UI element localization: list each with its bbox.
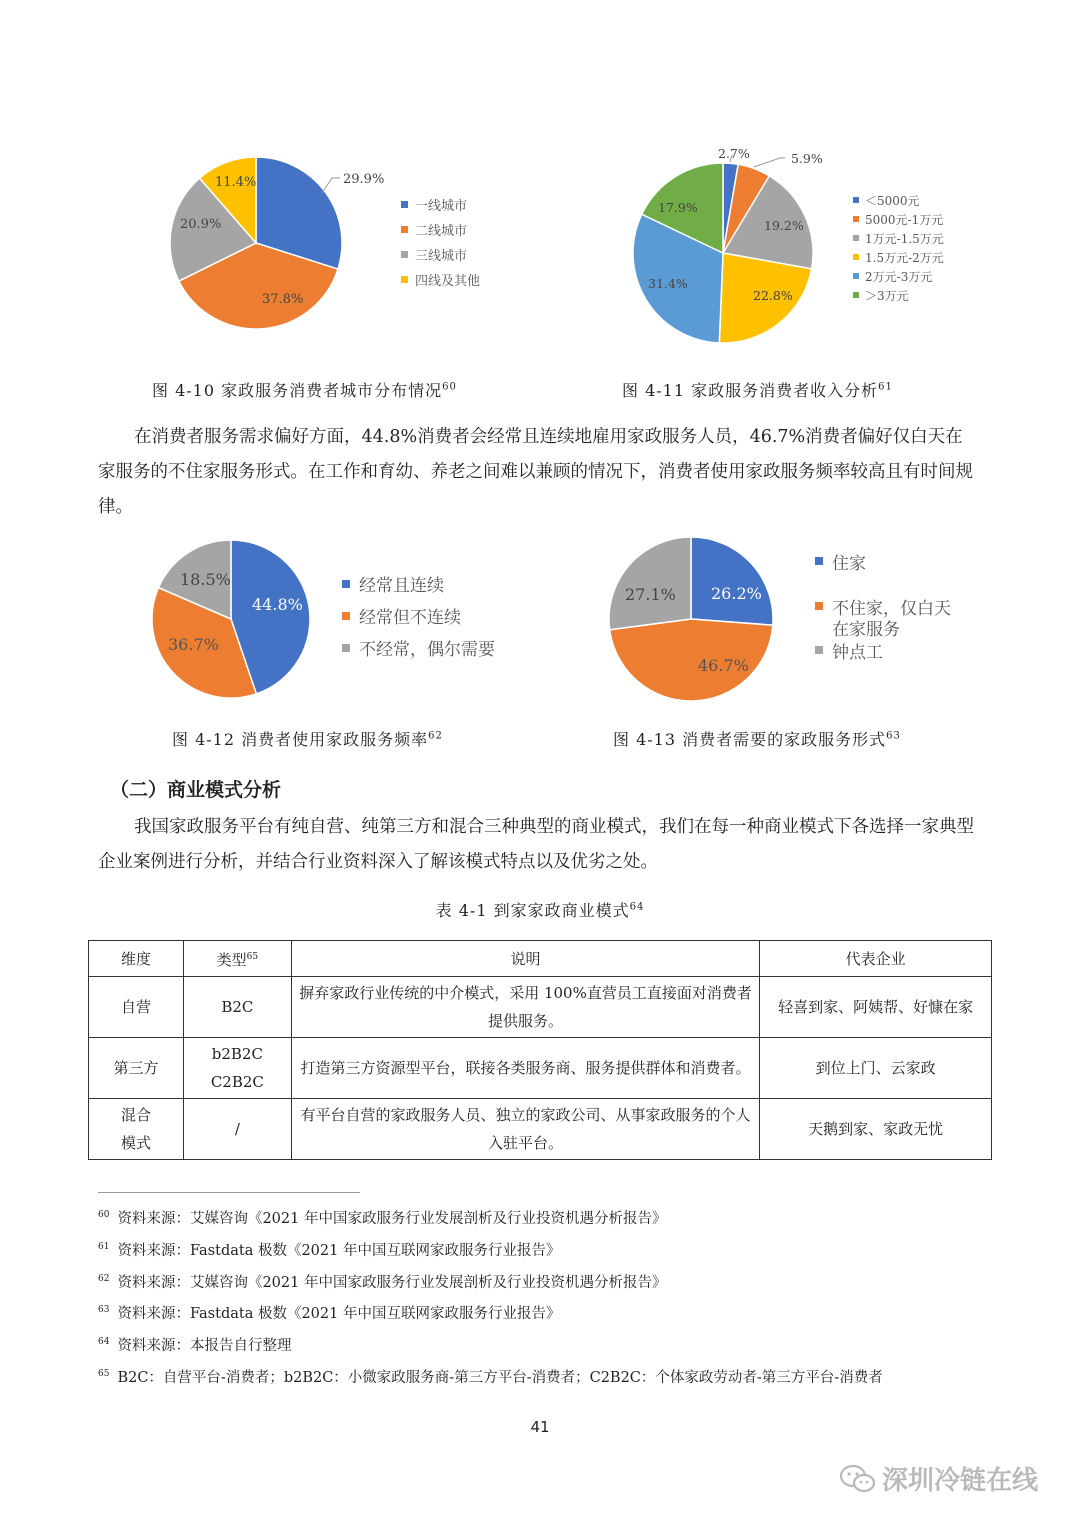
- data-label: 29.9%: [343, 172, 385, 187]
- header-cell: 说明: [291, 941, 759, 977]
- caption-text: 图 4-13 消费者需要的家政服务形式: [613, 730, 887, 749]
- data-label: 22.8%: [753, 288, 793, 303]
- legend-label: 2万元-3万元: [865, 270, 933, 284]
- figure-caption: [622, 378, 893, 401]
- table-cell: b2B2C C2B2C: [183, 1038, 291, 1099]
- legend-swatch: [853, 216, 859, 222]
- caption-ref: 62: [428, 730, 443, 742]
- legend-label: 经常但不连续: [359, 608, 461, 628]
- business-model-table: [88, 940, 992, 1160]
- data-label: 37.8%: [262, 292, 304, 307]
- caption-ref: 60: [442, 381, 457, 393]
- legend-label: 钟点工: [832, 643, 883, 663]
- table-header-row: [89, 941, 992, 977]
- table-cell: 混合 模式: [89, 1099, 184, 1160]
- legend-swatch: [853, 292, 859, 298]
- legend-swatch: [401, 201, 408, 208]
- legend-swatch: [853, 254, 859, 260]
- header-cell: 维度: [89, 941, 184, 977]
- legend-swatch: [401, 226, 408, 233]
- table-row: [89, 1099, 992, 1160]
- legend: [342, 576, 495, 660]
- legend: [401, 198, 480, 289]
- table-cell: 轻喜到家、阿姨帮、好慷在家: [760, 977, 992, 1038]
- caption-text: 图 4-10 家政服务消费者城市分布情况: [152, 381, 443, 400]
- legend-label: 经常且连续: [359, 576, 444, 596]
- legend-label: 四线及其他: [415, 274, 481, 289]
- figure-caption: [152, 378, 457, 401]
- pie-slice: [691, 537, 773, 625]
- data-label: 5.9%: [791, 151, 823, 166]
- data-label: 36.7%: [168, 635, 219, 654]
- legend-swatch: [342, 644, 350, 652]
- caption-text: 图 4-11 家政服务消费者收入分析: [622, 381, 879, 400]
- legend-label: 1万元-1.5万元: [865, 232, 944, 246]
- legend-swatch: [401, 276, 408, 283]
- table-cell: 打造第三方资源型平台，联接各类服务商、服务提供群体和消费者。: [291, 1038, 759, 1099]
- legend-label: 在家服务: [832, 620, 900, 640]
- table-cell: 第三方: [89, 1038, 184, 1099]
- pie-chart-city-distribution: [150, 140, 510, 340]
- pie-chart-service-form: [605, 535, 985, 710]
- table-row: [89, 977, 992, 1038]
- data-label: 26.2%: [711, 584, 762, 603]
- legend-label: ＞3万元: [865, 289, 909, 303]
- data-label: 19.2%: [764, 218, 804, 233]
- pie-slice: [609, 537, 691, 630]
- data-label: 46.7%: [698, 656, 749, 675]
- legend-label: 二线城市: [415, 224, 468, 239]
- pie-chart-income-distribution: [620, 140, 980, 355]
- watermark: [838, 1460, 1038, 1497]
- table-cell: 摒弃家政行业传统的中介模式，采用 100%直营员工直接面对消费者提供服务。: [291, 977, 759, 1038]
- footnote-divider: [98, 1192, 360, 1193]
- table-title: [0, 898, 1080, 921]
- table-cell: B2C: [183, 977, 291, 1038]
- table-cell: /: [183, 1099, 291, 1160]
- footnote: $^{64}$ 资料来源：本报告自行整理: [98, 1337, 292, 1354]
- data-label: 27.1%: [625, 585, 676, 604]
- section-heading: （二）商业模式分析: [110, 779, 282, 801]
- header-cell: 类型$^{65}$: [183, 941, 291, 977]
- table-title-ref: 64: [629, 901, 645, 913]
- page-number: 41: [530, 1418, 550, 1436]
- data-label: 18.5%: [180, 570, 231, 589]
- paragraph-text: 我国家政服务平台有纯自营、纯第三方和混合三种典型的商业模式，我们在每一种商业模式下各选择一家典型企业案例进行分析，并结合行业资料深入了解该模式特点以及优劣之处。: [98, 817, 974, 872]
- legend: [815, 554, 951, 663]
- legend-label: 一线城市: [415, 199, 468, 214]
- figure-caption: [172, 727, 443, 750]
- leader-line: [754, 158, 785, 167]
- legend-swatch: [342, 612, 350, 620]
- legend-swatch: [401, 251, 408, 258]
- footnote: $^{60}$ 资料来源：艾媒咨询《2021 年中国家政服务行业发展剖析及行业投资机遇分析报告》: [98, 1210, 667, 1227]
- data-label: 2.7%: [718, 146, 750, 161]
- body-paragraph: [98, 420, 978, 525]
- caption-ref: 63: [886, 730, 901, 742]
- legend-label: ＜5000元: [865, 194, 920, 208]
- footnote: $^{65}$ B2C：自营平台-消费者；b2B2C：小微家政服务商-第三方平台-消费者；C2B2C：个体家政劳动者-第三方平台-消费者: [98, 1369, 883, 1386]
- legend-label: 不经常，偶尔需要: [359, 640, 495, 660]
- header-cell: 代表企业: [760, 941, 992, 977]
- footnote: $^{61}$ 资料来源：Fastdata 极数《2021 年中国互联网家政服务行业报告》: [98, 1242, 561, 1259]
- paragraph-text: 在消费者服务需求偏好方面，44.8%消费者会经常且连续地雇用家政服务人员，46.7%消费者偏好仅白天在家服务的不住家服务形式。在工作和育幼、养老之间难以兼顾的情况下，消费者使用家政服务频率较高且有时间规律。: [98, 427, 973, 517]
- legend-swatch: [815, 646, 823, 654]
- caption-ref: 61: [878, 381, 893, 393]
- table-row: [89, 1038, 992, 1099]
- footnote: $^{62}$ 资料来源：艾媒咨询《2021 年中国家政服务行业发展剖析及行业投资机遇分析报告》: [98, 1274, 667, 1291]
- data-label: 44.8%: [252, 595, 303, 614]
- data-label: 11.4%: [215, 175, 257, 190]
- table-cell: 有平台自营的家政服务人员、独立的家政公司、从事家政服务的个人入驻平台。: [291, 1099, 759, 1160]
- legend-swatch: [815, 557, 823, 565]
- body-paragraph: [98, 810, 978, 880]
- caption-text: 图 4-12 消费者使用家政服务频率: [172, 730, 429, 749]
- figure-caption: [613, 727, 901, 750]
- table-title-text: 表 4-1 到家家政商业模式: [435, 901, 630, 920]
- legend-label: 不住家，仅白天: [832, 599, 951, 619]
- legend-label: 1.5万元-2万元: [865, 251, 944, 265]
- legend-label: 住家: [832, 554, 866, 574]
- watermark-text: 深圳冷链在线: [882, 1466, 1039, 1496]
- legend-swatch: [853, 197, 859, 203]
- pie-chart-usage-frequency: [150, 538, 530, 703]
- wechat-icon: [838, 1463, 878, 1495]
- legend-swatch: [853, 235, 859, 241]
- legend-swatch: [342, 580, 350, 588]
- legend: [853, 194, 944, 303]
- legend-label: 5000元-1万元: [865, 213, 944, 227]
- table-cell: 自营: [89, 977, 184, 1038]
- legend-swatch: [853, 273, 859, 279]
- table-cell: 天鹅到家、家政无忧: [760, 1099, 992, 1160]
- data-label: 17.9%: [658, 200, 698, 215]
- legend-label: 三线城市: [415, 249, 468, 264]
- table-cell: 到位上门、云家政: [760, 1038, 992, 1099]
- legend-swatch: [815, 602, 823, 610]
- footnote: $^{63}$ 资料来源：Fastdata 极数《2021 年中国互联网家政服务行业报告》: [98, 1305, 561, 1322]
- data-label: 20.9%: [180, 217, 222, 232]
- data-label: 31.4%: [648, 276, 688, 291]
